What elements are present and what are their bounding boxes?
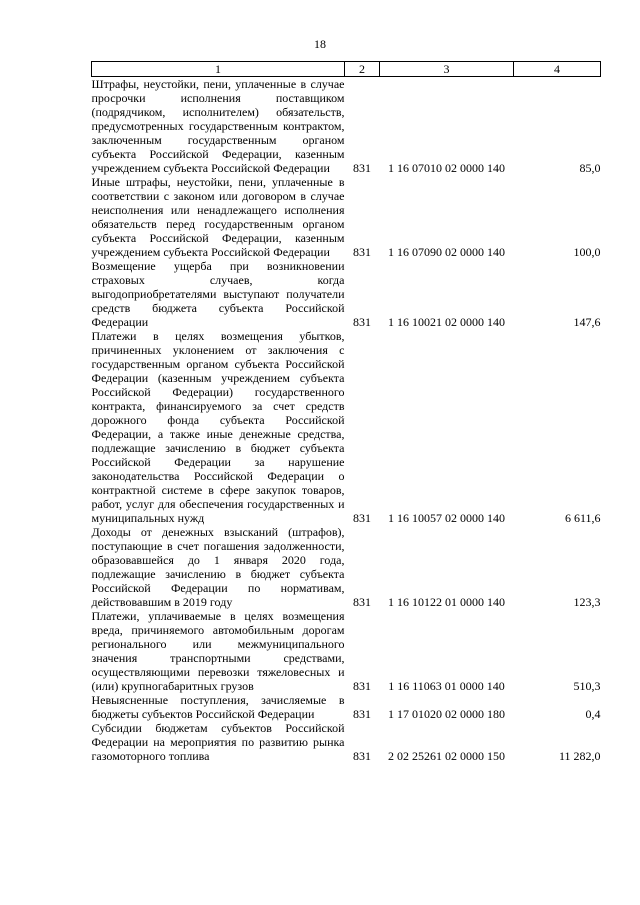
row-amount-cell: 100,0: [573, 245, 601, 259]
row-admin-code-cell: 831: [353, 595, 371, 609]
row-name-cell: Доходы от денежных взысканий (штрафов), поступающие в счет погашения задолженности, образовавшейся до 1 января 2020 года, подлежащие зачислению в бюджет субъекта Российской Федерации по нормативам, действовавшим в 2019 году: [91, 525, 345, 609]
row-budget-code-cell: 1 16 10057 02 0000 140: [388, 511, 505, 525]
row-amount-cell: 6 611,6: [564, 511, 601, 525]
row-budget-code-cell: 1 16 10021 02 0000 140: [388, 315, 505, 329]
row-name-cell: Штрафы, неустойки, пени, уплаченные в случае просрочки исполнения поставщиком (подрядчиком, исполнителем) обязательств, предусмотренных государственным контрактом, заключенным государственным органом субъекта Российской Федерации, казенным учреждением субъекта Российской Федерации: [91, 77, 345, 175]
row-budget-code-cell: 1 16 10122 01 0000 140: [388, 595, 505, 609]
table-row: [92, 259, 601, 329]
row-amount-cell: 11 282,0: [558, 749, 601, 763]
row-name-cell: Иные штрафы, неустойки, пени, уплаченные в соответствии с законом или договором в случае неисполнения или ненадлежащего исполнения обязательств перед государственным органом субъекта Российской Федерации, казенным учреждением субъекта Российской Федерации: [91, 175, 345, 259]
row-admin-code-cell: 831: [353, 245, 371, 259]
table-row: [92, 693, 601, 721]
table-row: [92, 525, 601, 609]
row-amount-cell: 510,3: [573, 679, 601, 693]
row-budget-code-cell: 1 16 07090 02 0000 140: [388, 245, 505, 259]
row-amount-cell: 85,0: [579, 161, 601, 175]
row-budget-code-cell: 2 02 25261 02 0000 150: [388, 749, 505, 763]
row-name-cell: Возмещение ущерба при возникновении страховых случаев, когда выгодоприобретателями выступают получатели средств бюджета субъекта Российской Федерации: [91, 259, 345, 329]
table-row: [92, 329, 601, 525]
row-amount-cell: 147,6: [573, 315, 601, 329]
table-body: [92, 77, 601, 764]
row-budget-code-cell: 1 17 01020 02 0000 180: [388, 707, 505, 721]
row-admin-code-cell: 831: [353, 679, 371, 693]
row-budget-code-cell: 1 16 11063 01 0000 140: [388, 679, 505, 693]
row-budget-code-cell: 1 16 07010 02 0000 140: [388, 161, 505, 175]
row-name-cell: Платежи, уплачиваемые в целях возмещения вреда, причиняемого автомобильным дорогам регионального или межмуниципального значения транспортными средствами, осуществляющими перевозки тяжеловесных и (или) крупногабаритных грузов: [91, 609, 345, 693]
table-row: [92, 721, 601, 763]
row-amount-cell: 123,3: [573, 595, 601, 609]
row-admin-code-cell: 831: [353, 161, 371, 175]
table-row: [92, 77, 601, 176]
row-amount-cell: 0,4: [585, 707, 601, 721]
budget-revenue-table: [91, 61, 601, 763]
page-number: 18: [314, 37, 326, 51]
header-col-3: 3: [380, 62, 514, 77]
table-header: [92, 62, 601, 77]
header-col-1: 1: [92, 62, 345, 77]
row-name-cell: Невыясненные поступления, зачисляемые в бюджеты субъектов Российской Федерации: [91, 693, 345, 721]
row-admin-code-cell: 831: [353, 315, 371, 329]
row-admin-code-cell: 831: [353, 511, 371, 525]
table-row: [92, 609, 601, 693]
row-admin-code-cell: 831: [353, 749, 371, 763]
table-row: [92, 175, 601, 259]
row-name-cell: Субсидии бюджетам субъектов Российской Федерации на мероприятия по развитию рынка газомоторного топлива: [91, 721, 345, 763]
header-col-2: 2: [345, 62, 380, 77]
header-col-4: 4: [514, 62, 601, 77]
row-name-cell: Платежи в целях возмещения убытков, причиненных уклонением от заключения с государственным органом субъекта Российской Федерации (казенным учреждением субъекта Российской Федерации) государственного контракта, финансируемого за счет средств дорожного фонда субъекта Российской Федерации, а также иные денежные средства, подлежащие зачислению в бюджет субъекта Российской Федерации за нарушение законодательства Российской Федерации о контрактной системе в сфере закупок товаров, работ, услуг для обеспечения государственных и муниципальных нужд: [91, 329, 345, 525]
row-admin-code-cell: 831: [353, 707, 371, 721]
